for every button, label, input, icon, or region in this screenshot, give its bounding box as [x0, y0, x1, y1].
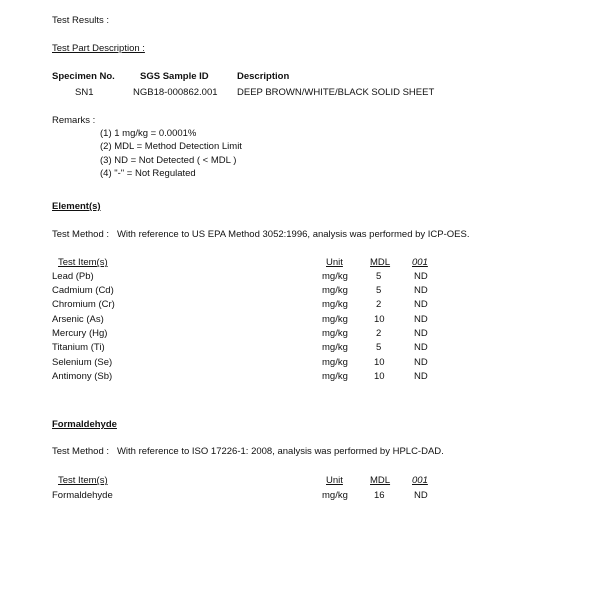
unit-cell: mg/kg [322, 271, 348, 282]
specimen-no-header: Specimen No. [52, 71, 115, 82]
table-row [0, 328, 600, 342]
test-items-column-header: Test Item(s) [58, 257, 108, 268]
test-item-cell: Lead (Pb) [52, 271, 94, 282]
unit-cell: mg/kg [322, 357, 348, 368]
description-header: Description [237, 71, 290, 82]
table-row [0, 357, 600, 371]
unit-column-header: Unit [326, 475, 343, 486]
mdl-cell: 5 [376, 271, 382, 282]
unit-cell: mg/kg [322, 314, 348, 325]
result-cell: ND [414, 285, 428, 296]
remark-item: (1) 1 mg/kg = 0.0001% [100, 128, 197, 139]
result-cell: ND [414, 371, 428, 382]
specimen-no-cell: SN1 [75, 87, 94, 98]
table-row [0, 299, 600, 313]
mdl-cell: 10 [374, 357, 385, 368]
test-item-cell: Selenium (Se) [52, 357, 113, 368]
remark-item: (4) "-" = Not Regulated [100, 168, 196, 179]
table-row [0, 342, 600, 356]
sample-001-column-header: 001 [412, 257, 428, 268]
result-cell: ND [414, 271, 428, 282]
test-item-cell: Mercury (Hg) [52, 328, 108, 339]
result-cell: ND [414, 299, 428, 310]
description-cell: DEEP BROWN/WHITE/BLACK SOLID SHEET [237, 87, 435, 98]
test-results-heading: Test Results : [52, 15, 110, 26]
mdl-cell: 16 [374, 490, 385, 501]
mdl-cell: 5 [376, 342, 382, 353]
mdl-cell: 10 [374, 371, 385, 382]
remark-item: (3) ND = Not Detected ( < MDL ) [100, 155, 237, 166]
table-row [0, 371, 600, 385]
result-cell: ND [414, 314, 428, 325]
sgs-sample-id-cell: NGB18-000862.001 [133, 87, 218, 98]
mdl-cell: 10 [374, 314, 385, 325]
unit-cell: mg/kg [322, 299, 348, 310]
unit-cell: mg/kg [322, 371, 348, 382]
test-part-description-heading: Test Part Description : [52, 43, 145, 54]
table-row [0, 314, 600, 328]
test-item-cell: Cadmium (Cd) [52, 285, 114, 296]
formaldehyde-section-title: Formaldehyde [52, 419, 117, 430]
result-cell: ND [414, 490, 428, 501]
unit-column-header: Unit [326, 257, 343, 268]
table-row [0, 285, 600, 299]
test-item-cell: Titanium (Ti) [52, 342, 105, 353]
formaldehyde-test-method: Test Method : With reference to ISO 17226-1: 2008, analysis was performed by HPLC-DAD. [52, 446, 444, 457]
mdl-cell: 5 [376, 285, 382, 296]
sample-001-column-header: 001 [412, 475, 428, 486]
mdl-column-header: MDL [370, 475, 391, 486]
unit-cell: mg/kg [322, 342, 348, 353]
result-cell: ND [414, 342, 428, 353]
test-item-cell: Formaldehyde [52, 490, 113, 501]
test-items-column-header: Test Item(s) [58, 475, 108, 486]
test-item-cell: Chromium (Cr) [52, 299, 115, 310]
remark-item: (2) MDL = Method Detection Limit [100, 141, 242, 152]
remarks-label: Remarks : [52, 115, 96, 126]
unit-cell: mg/kg [322, 285, 348, 296]
sgs-sample-id-header: SGS Sample ID [140, 71, 209, 82]
result-cell: ND [414, 328, 428, 339]
elements-section-title: Element(s) [52, 201, 101, 212]
table-row [0, 271, 600, 285]
elements-test-method: Test Method : With reference to US EPA Method 3052:1996, analysis was performed by ICP-OES. [52, 229, 470, 240]
test-item-cell: Antimony (Sb) [52, 371, 113, 382]
test-item-cell: Arsenic (As) [52, 314, 104, 325]
mdl-cell: 2 [376, 299, 382, 310]
result-cell: ND [414, 357, 428, 368]
unit-cell: mg/kg [322, 490, 348, 501]
mdl-column-header: MDL [370, 257, 391, 268]
mdl-cell: 2 [376, 328, 382, 339]
table-row [0, 490, 600, 504]
formaldehyde-table-header [0, 475, 600, 489]
elements-table-header [0, 257, 600, 271]
unit-cell: mg/kg [322, 328, 348, 339]
